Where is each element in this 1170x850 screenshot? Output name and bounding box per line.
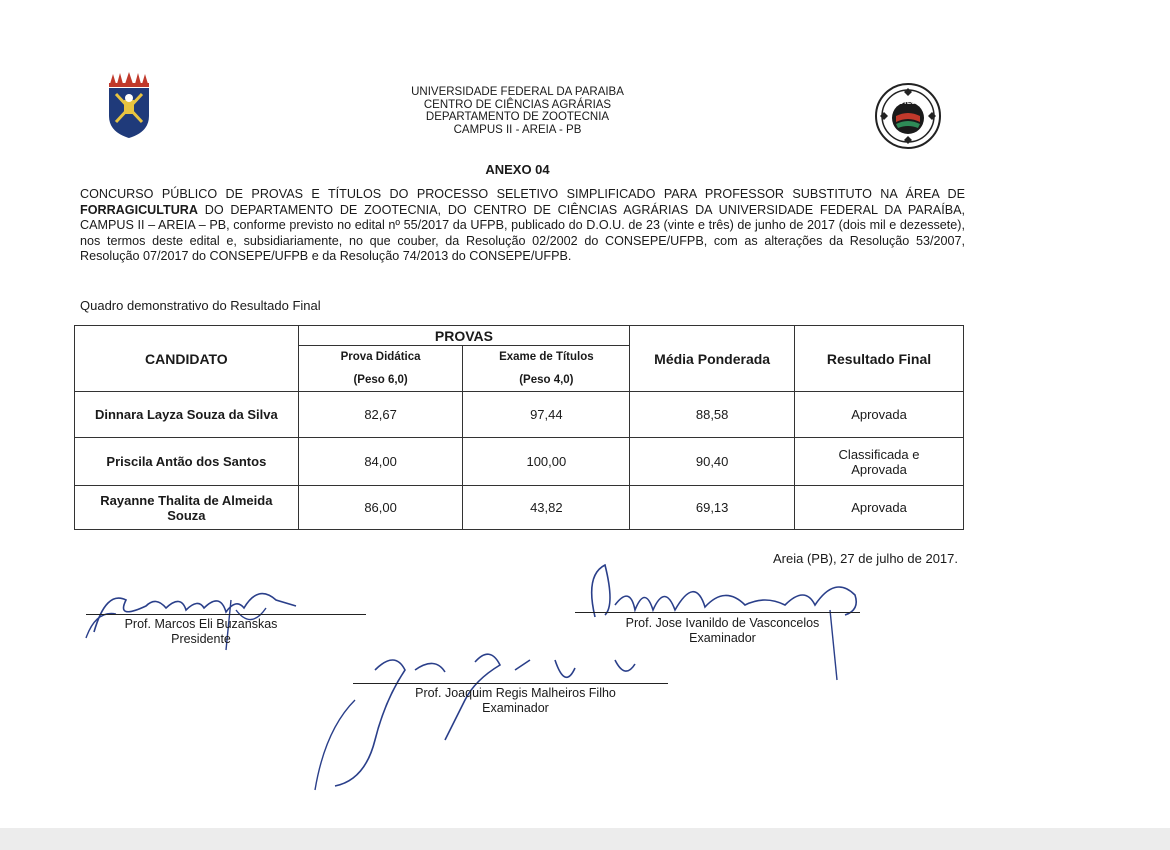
intro-text-part2: DO DEPARTAMENTO DE ZOOTECNIA, DO CENTRO DE CIÊNCIAS AGRÁRIAS DA UNIVERSIDADE FEDERAL DA PARAÍBA, CAMPUS II – AREIA – PB, conforme previsto no edital nº 55/2017 da UFPB, publicado do D.O.U. de 23 (vinte e três) de junho de 2017 (dois mil e dezessete), nos termos deste edital e, subsidiariamente, no que couber, da Resolução 02/2002 do CONSEPE/UFPB, com as alterações da Resolução 53/2007, Resolução 07/2017 do CONSEPE/UFPB e da Resolução 74/2013 do CONSEPE/UFPB. <box>80 202 965 264</box>
president-block <box>86 617 316 647</box>
table-row <box>75 438 964 486</box>
zootecnia-logo <box>874 82 942 150</box>
intro-text-area: FORRAGICULTURA <box>80 202 198 217</box>
header-candidate: CANDIDATO <box>75 326 299 392</box>
row-exame-titulos: 43,82 <box>463 486 630 530</box>
row-resultado: Aprovada <box>795 486 964 530</box>
ufpb-emblem-logo <box>104 70 154 140</box>
examiner2-role: Examinador <box>482 701 549 715</box>
row-resultado: Aprovada <box>795 392 964 438</box>
header-media: Média Ponderada <box>630 326 795 392</box>
row-prova-didatica: 84,00 <box>298 438 463 486</box>
table-header-row <box>75 326 964 346</box>
examiner1-signature-line <box>575 612 860 613</box>
table-row <box>75 486 964 530</box>
scan-bottom-margin <box>0 828 1170 850</box>
date-line: Areia (PB), 27 de julho de 2017. <box>772 551 958 566</box>
header-line-campus: CAMPUS II - AREIA - PB <box>453 123 582 136</box>
row-candidate-name: Dinnara Layza Souza da Silva <box>75 392 299 438</box>
row-media: 90,40 <box>630 438 795 486</box>
row-candidate-name: Rayanne Thalita de Almeida Souza <box>75 486 299 530</box>
annex-title: ANEXO 04 <box>485 162 550 177</box>
header-exame-titulos: Exame de Títulos <box>463 346 630 369</box>
header-prova-didatica: Prova Didática <box>298 346 463 369</box>
president-role: Presidente <box>171 632 231 646</box>
president-signature-line <box>86 614 366 615</box>
results-table <box>74 325 964 530</box>
examiner2-signature-line <box>353 683 668 684</box>
table-row <box>75 392 964 438</box>
header-provas: PROVAS <box>298 326 630 346</box>
intro-text-part1: CONCURSO PÚBLICO DE PROVAS E TÍTULOS DO PROCESSO SELETIVO SIMPLIFICADO PARA PROFESSOR SUBSTITUTO NA ÁREA DE <box>80 187 965 201</box>
row-candidate-name: Priscila Antão dos Santos <box>75 438 299 486</box>
row-resultado: Classificada e Aprovada <box>795 438 964 486</box>
header-line-center: CENTRO DE CIÊNCIAS AGRÁRIAS <box>423 98 612 111</box>
institution-header <box>330 86 705 136</box>
header-resultado: Resultado Final <box>795 326 964 392</box>
zootecnia-logo-text: ZOOTECNIA <box>890 100 926 106</box>
row-media: 88,58 <box>630 392 795 438</box>
row-media: 69,13 <box>630 486 795 530</box>
examiner2-block <box>393 686 638 716</box>
row-prova-didatica: 86,00 <box>298 486 463 530</box>
header-peso-didatica: (Peso 6,0) <box>298 369 463 392</box>
president-name: Prof. Marcos Eli Buzanskas <box>124 617 278 631</box>
table-caption: Quadro demonstrativo do Resultado Final <box>80 298 321 313</box>
header-line-university: UNIVERSIDADE FEDERAL DA PARAIBA <box>411 86 624 98</box>
intro-paragraph <box>80 187 965 265</box>
row-exame-titulos: 100,00 <box>463 438 630 486</box>
header-peso-titulos: (Peso 4,0) <box>463 369 630 392</box>
row-prova-didatica: 82,67 <box>298 392 463 438</box>
examiner1-name: Prof. Jose Ivanildo de Vasconcelos <box>625 616 820 630</box>
header-line-department: DEPARTAMENTO DE ZOOTECNIA <box>425 111 610 123</box>
examiner1-role: Examinador <box>689 631 756 645</box>
row-exame-titulos: 97,44 <box>463 392 630 438</box>
examiner2-name: Prof. Joaquim Regis Malheiros Filho <box>415 686 616 700</box>
